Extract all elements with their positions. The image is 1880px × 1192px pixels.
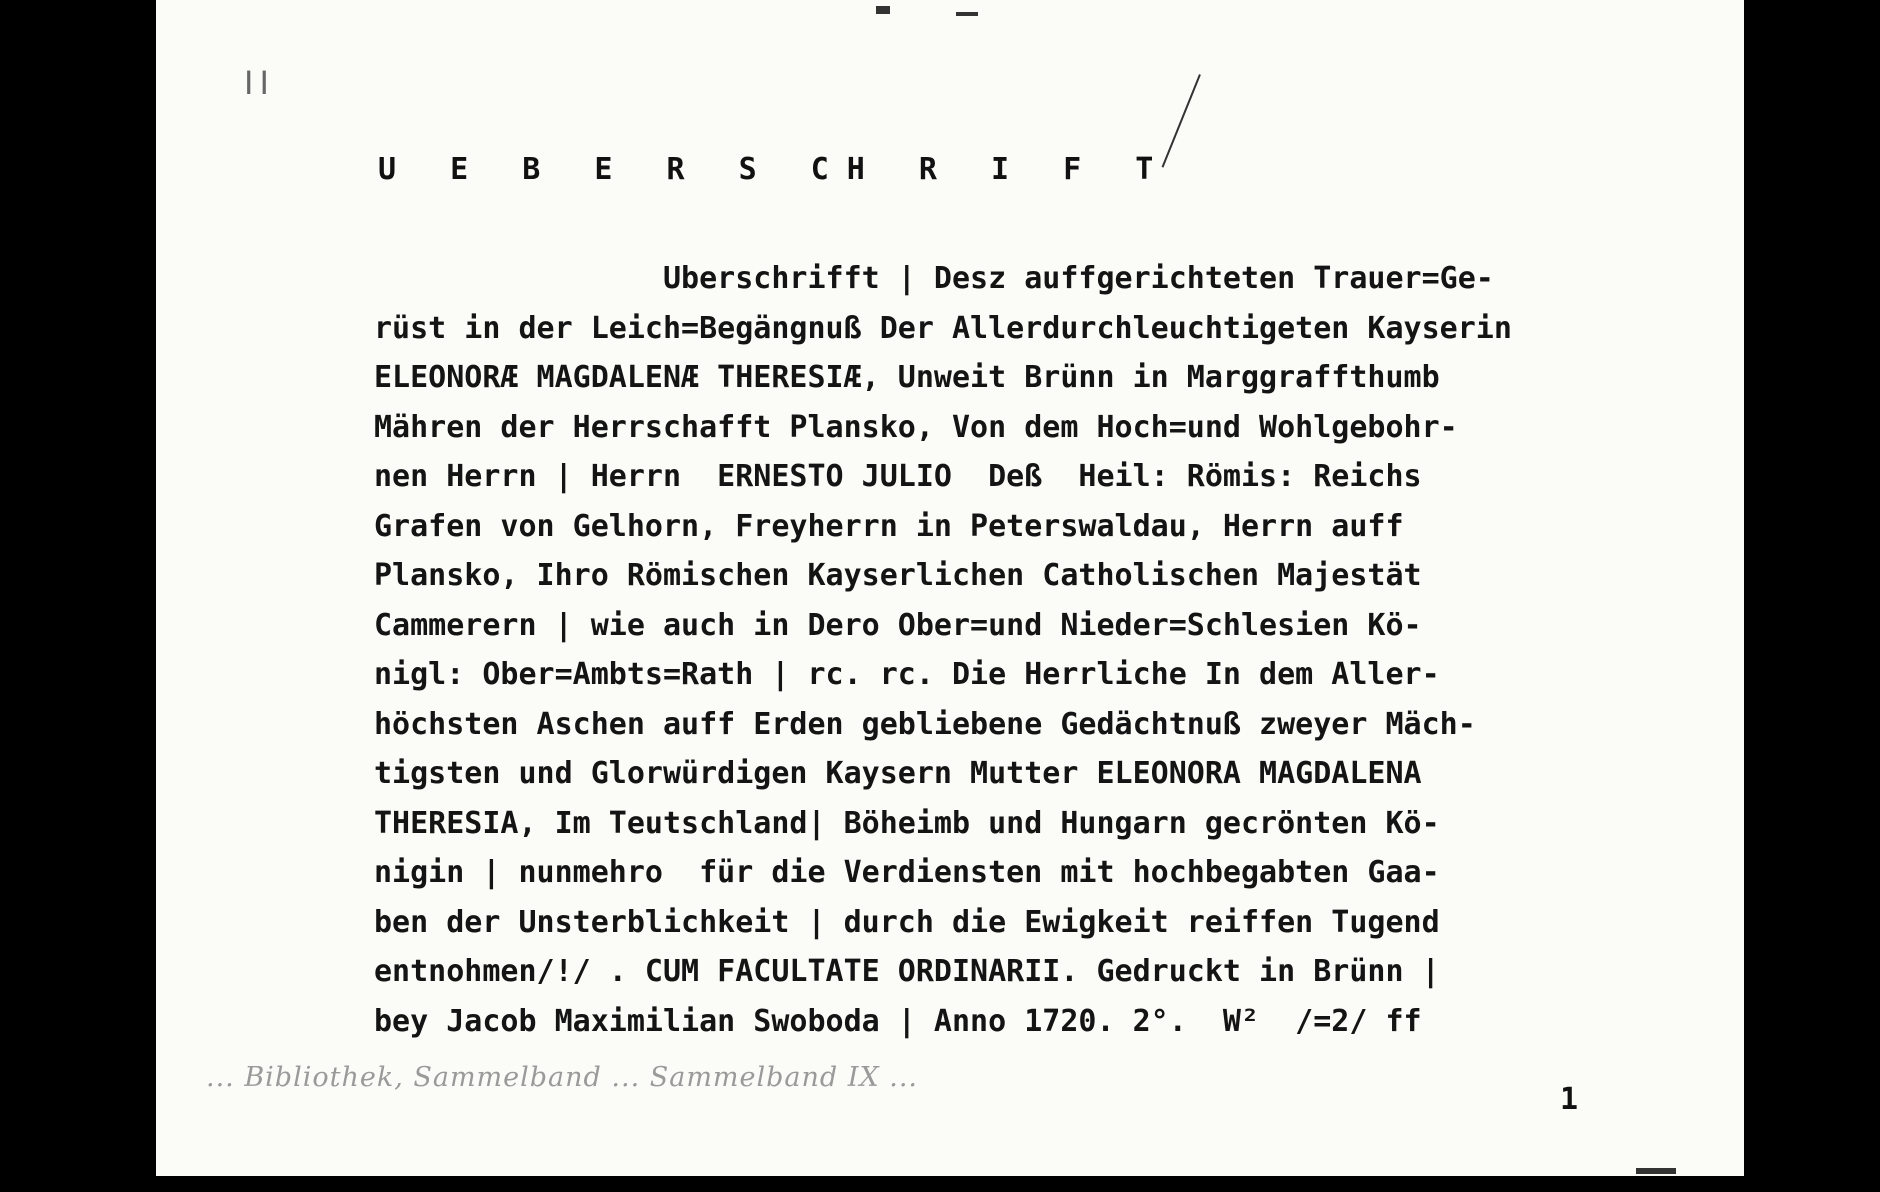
text-line: entnohmen/!/ . CUM FACULTATE ORDINARII. Gedruckt in Brünn |	[374, 954, 1440, 989]
page-heading: U E B E R S CH R I F T	[378, 152, 1172, 187]
document-page	[156, 0, 1744, 1176]
text-line: ben der Unsterblichkeit | durch die Ewigkeit reiffen Tugend	[374, 904, 1440, 940]
text-line: nen Herrn | Herrn ERNESTO JULIO Deß Heil: Römis: Reichs	[374, 459, 1422, 494]
text-line: nigin | nunmehro für die Verdiensten mit hochbegabten Gaa-	[374, 855, 1440, 890]
text-line: Mähren der Herrschafft Plansko, Von dem Hoch=und Wohlgebohr-	[374, 409, 1458, 445]
handwritten-pencil-note: ... Bibliothek, Sammelband ... Sammelband IX ...	[206, 1062, 919, 1093]
text-line: rüst in der Leich=Begängnuß Der Allerdurchleuchtigeten Kayserin	[374, 310, 1512, 346]
text-line: Cammerern | wie auch in Dero Ober=und Nieder=Schlesien Kö-	[374, 607, 1422, 643]
text-line: ELEONORÆ MAGDALENÆ THERESIÆ, Unweit Brünn in Marggraffthumb	[374, 360, 1440, 395]
body-text	[374, 254, 1684, 1046]
scan-speck	[956, 12, 978, 16]
scan-speck	[1636, 1168, 1676, 1174]
text-line: bey Jacob Maximilian Swoboda | Anno 1720. 2°. W² /=2/ ff	[374, 1003, 1422, 1039]
text-line: nigl: Ober=Ambts=Rath | rc. rc. Die Herrliche In dem Aller-	[374, 657, 1440, 692]
text-line: Uberschrifft | Desz auffgerichteten Trauer=Ge-	[374, 261, 1494, 296]
page-number: 1	[1560, 1082, 1579, 1117]
text-line: Plansko, Ihro Römischen Kayserlichen Catholischen Majestät	[374, 558, 1422, 593]
scan-speck	[876, 6, 890, 14]
corner-mark: II	[244, 64, 275, 102]
text-line: Grafen von Gelhorn, Freyherrn in Peterswaldau, Herrn auff	[374, 508, 1404, 544]
text-line: tigsten und Glorwürdigen Kaysern Mutter ELEONORA MAGDALENA	[374, 756, 1422, 791]
text-line: THERESIA, Im Teutschland| Böheimb und Hungarn gecrönten Kö-	[374, 805, 1440, 841]
text-line: höchsten Aschen auff Erden gebliebene Gedächtnuß zweyer Mäch-	[374, 706, 1476, 742]
